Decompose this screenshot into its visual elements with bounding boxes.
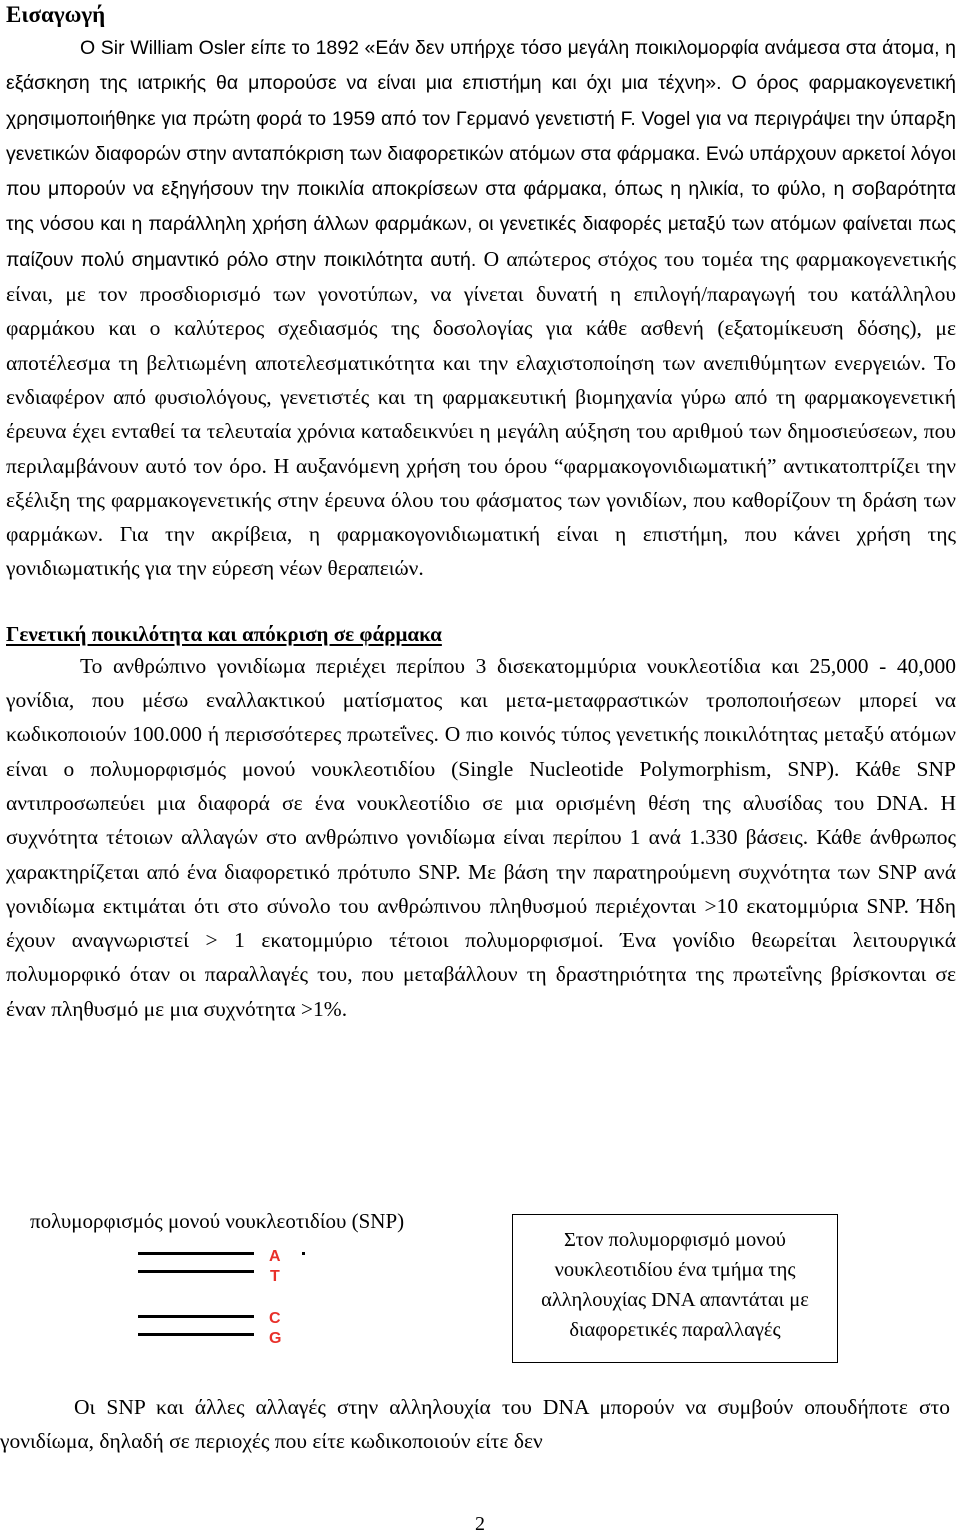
page-number: 2 bbox=[475, 1513, 485, 1535]
base-letter-bottom-2: G bbox=[269, 1330, 282, 1347]
base-letter-top-2: T bbox=[270, 1268, 280, 1285]
intro-paragraph bbox=[6, 30, 956, 586]
strand-line bbox=[138, 1315, 254, 1318]
base-letter-bottom-1: C bbox=[269, 1310, 281, 1327]
figure-caption: πολυμορφισμός μονού νουκλεοτιδίου (SNP) bbox=[30, 1209, 405, 1233]
section-title-introduction: Εισαγωγή bbox=[6, 2, 106, 27]
strand-line bbox=[138, 1270, 254, 1273]
intro-paragraph-part2: Ενώ υπάρχουν αρκετοί λόγοι που μπορούν να εξηγήσουν την ποικιλία αποκρίσεων στα φάρμακα, όπως η ηλικία, το φύλο, η σοβαρότητα της νόσου και η παράλληλη χρήση άλλων φαρμάκων, οι γενετικές διαφορές μεταξύ των ατόμων φαίνεται πως παίζουν πολύ σημαντικό ρόλο στην ποικιλότητα αυτή. bbox=[6, 142, 956, 271]
section-title-genetic-variability: Γενετική ποικιλότητα και απόκριση σε φάρμακα bbox=[6, 621, 442, 646]
strand-line bbox=[138, 1252, 254, 1255]
base-letter-top-1: A bbox=[269, 1248, 281, 1265]
snp-explanation-box: Στον πολυμορφισμό μονού νουκλεοτιδίου ένα τμήμα της αλληλουχίας DNA απαντάται με διαφορετικές παραλλαγές bbox=[512, 1214, 838, 1363]
strand-line bbox=[138, 1333, 254, 1336]
intro-paragraph-part1: Ο Sir William Osler είπε το 1892 «Εάν δεν υπήρχε τόσο μεγάλη ποικιλομορφία ανάμεσα στα άτομα, η εξάσκηση της ιατρικής θα μπορούσε να είναι μια επιστήμη και όχι μια τέχνη». Ο όρος φαρμακογενετική χρησιμοποιήθηκε για πρώτη φορά το 1959 από τον Γερμανό γενετιστή F. Vogel για να περιγράψει την ύπαρξη γενετικών διαφορών στην ανταπόκριση των διαφορετικών ατόμων στα φάρμακα. bbox=[6, 37, 956, 165]
intro-paragraph-part3: Ο απώτερος στόχος του τομέα της φαρμακογενετικής είναι, με τον προσδιορισμό των γονοτύπων, να γίνεται δυνατή η επιλογή/παραγωγή του κατάλληλου φαρμάκου και ο καλύτερος σχεδιασμός της δοσολογίας για κάθε ασθενή (εξατομίκευση δόσης), με αποτέλεσμα τη βελτιωμένη αποτελεσματικότητα και την ελαχιστοποίηση των ανεπιθύμητων ενεργειών. Το ενδιαφέρον από φυσιολόγους, γενετιστές και τη φαρμακευτική βιομηχανία γύρω από τη φαρμακογενετική έρευνα έχει ενταθεί τα τελευταία χρόνια καταδεικνύει η μεγάλη αύξηση του αριθμού των δημοσιεύσεων, που περιλαμβάνουν αυτό τον όρο. Η αυξανόμενη χρήση του όρου “φαρμακογονιδιωματική” αντικατοπτρίζει την εξέλιξη της φαρμακογενετικής στην έρευνα όλου του φάσματος των γονιδίων, που καθορίζουν τη δράση των φαρμάκων. Για την ακρίβεια, η φαρμακογονιδιωματική είναι η επιστήμη, που κάνει χρήση της γονιδιωματικής για την εύρεση νέων θεραπειών. bbox=[6, 246, 956, 581]
genetic-variability-paragraph: Το ανθρώπινο γονιδίωμα περιέχει περίπου 3 δισεκατομμύρια νουκλεοτίδια και 25,000 - 40,000 γονίδια, που μέσω εναλλακτικού ματίσματος και μετα-μεταφραστικών τροποποιήσεων μπορεί να κωδικοποιούν 100.000 ή περισσότερες πρωτεΐνες. Ο πιο κοινός τύπος γενετικής ποικιλότητας μεταξύ ατόμων είναι ο πολυμορφισμός μονού νουκλεοτιδίου (Single Nucleotide Polymorphism, SNP). Κάθε SNP αντιπροσωπεύει μια διαφορά σε ένα νουκλεοτίδιο σε μια ορισμένη θέση της αλυσίδας του DNA. Η συχνότητα τέτοιων αλλαγών στο ανθρώπινο γονιδίωμα είναι περίπου 1 ανά 1.330 βάσεις. Κάθε άνθρωπος χαρακτηρίζεται από ένα διαφορετικό πρότυπο SNP. Με βάση την παρατηρούμενη συχνότητα των SNP ανά γονιδίωμα εκτιμάται ότι στο σύνολο του ανθρώπινου πληθυσμού περιέχονται >10 εκατομμύρια SNP. Ήδη έχουν αναγνωριστεί > 1 εκατομμύριο τέτοιοι πολυμορφισμοί. Ένα γονίδιο θεωρείται λειτουργικά πολυμορφικό όταν οι παραλλαγές του, που μεταβάλλουν τη δραστηριότητα της πρωτεΐνης βρίσκονται σε έναν πληθυσμό με μια συχνότητα >1%. bbox=[6, 653, 956, 1021]
bottom-paragraph: Οι SNP και άλλες αλλαγές στην αλληλουχία του DNA μπορούν να συμβούν οπουδήποτε στο γονιδίωμα, δηλαδή σε περιοχές που είτε κωδικοποιούν είτε δεν bbox=[0, 1395, 950, 1454]
document-page bbox=[6, 0, 956, 1026]
snp-figure bbox=[0, 1208, 950, 1378]
dna-strands-diagram bbox=[130, 1244, 330, 1354]
